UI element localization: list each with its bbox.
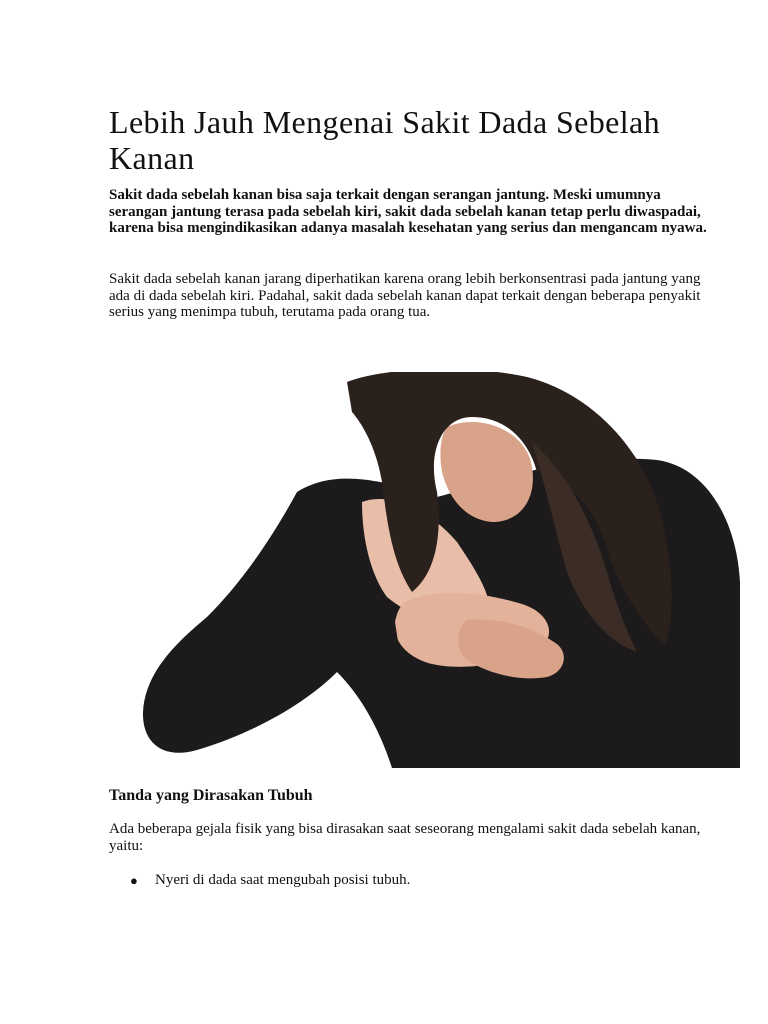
section-heading: Tanda yang Dirasakan Tubuh [109, 787, 313, 804]
lead-paragraph: Sakit dada sebelah kanan bisa saja terkait dengan serangan jantung. Meski umumnya serangan jantung terasa pada sebelah kiri, sakit dada sebelah kanan tetap perlu diwaspadai, karena bisa mengindikasikan adanya masalah kesehatan yang serius dan mengancam nyawa. [109, 187, 707, 236]
list-item [109, 872, 709, 889]
article-title: Lebih Jauh Mengenai Sakit Dada Sebelah Kanan [109, 104, 661, 176]
body-paragraph-1: Sakit dada sebelah kanan jarang diperhatikan karena orang lebih berkonsentrasi pada jantung yang ada di dada sebelah kiri. Padahal, sakit dada sebelah kanan dapat terkait dengan beberapa penyakit serius yang menimpa tubuh, terutama pada orang tua. [109, 271, 701, 320]
bullet-icon: ● [130, 873, 138, 888]
symptom-list [109, 872, 709, 889]
body-paragraph-2: Ada beberapa gejala fisik yang bisa dirasakan saat seseorang mengalami sakit dada sebelah kanan, yaitu: [109, 821, 701, 854]
list-item-text: Nyeri di dada saat mengubah posisi tubuh. [155, 872, 411, 888]
chest-pain-photo [137, 372, 740, 768]
